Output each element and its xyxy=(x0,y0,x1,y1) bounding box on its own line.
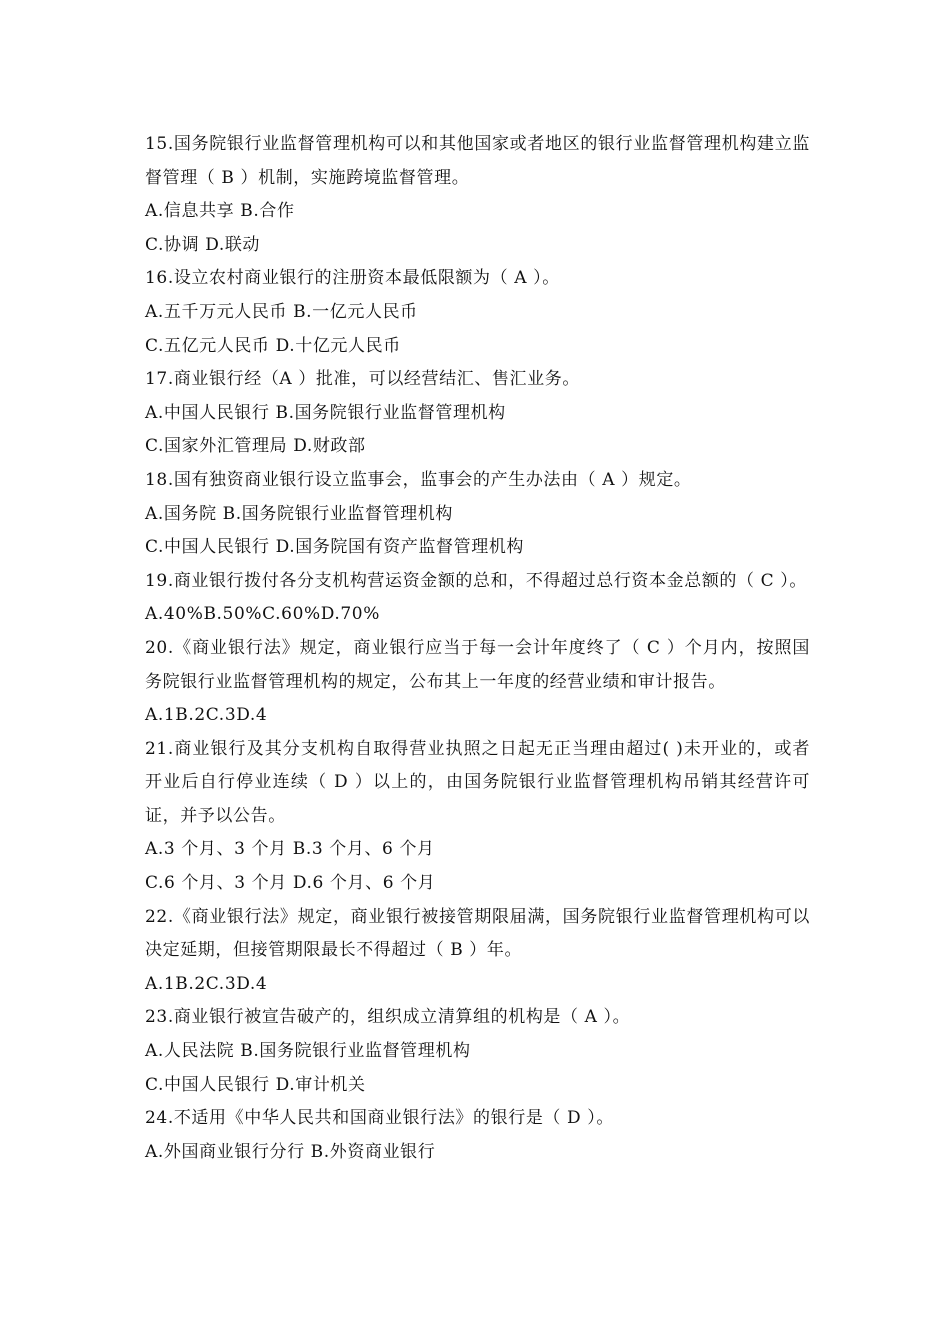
question-23 xyxy=(145,1001,810,1102)
question-text: 15.国务院银行业监督管理机构可以和其他国家或者地区的银行业监督管理机构建立监督管理（ B ）机制，实施跨境监督管理。 xyxy=(145,134,810,188)
question-text: 16.设立农村商业银行的注册资本最低限额为（ A ）。 xyxy=(145,268,560,289)
question-option: A.外国商业银行分行 B.外资商业银行 xyxy=(145,1141,436,1162)
question-19 xyxy=(145,565,810,632)
question-text: 20.《商业银行法》规定，商业银行应当于每一会计年度终了（ C ）个月内，按照国务院银行业监督管理机构的规定，公布其上一年度的经营业绩和审计报告。 xyxy=(145,637,810,692)
question-16 xyxy=(145,262,810,363)
question-22 xyxy=(145,901,810,1002)
question-option: C.6 个月、3 个月 D.6 个月、6 个月 xyxy=(145,873,436,894)
question-option: C.中国人民银行 D.审计机关 xyxy=(145,1074,366,1095)
question-option: C.中国人民银行 D.国务院国有资产监督管理机构 xyxy=(145,537,525,558)
question-21 xyxy=(145,733,810,901)
question-option: A.中国人民银行 B.国务院银行业监督管理机构 xyxy=(145,402,506,423)
question-text: 18.国有独资商业银行设立监事会，监事会的产生办法由（ A ）规定。 xyxy=(145,469,692,490)
question-text: 22.《商业银行法》规定，商业银行被接管期限届满，国务院银行业监督管理机构可以决定延期，但接管期限最长不得超过（ B ）年。 xyxy=(145,906,810,961)
question-text: 17.商业银行经（A ）批准，可以经营结汇、售汇业务。 xyxy=(145,369,580,390)
question-option: A.3 个月、3 个月 B.3 个月、6 个月 xyxy=(145,839,435,860)
question-option: A.五千万元人民币 B.一亿元人民币 xyxy=(145,301,418,322)
question-24 xyxy=(145,1102,810,1169)
question-option: A.40%B.50%C.60%D.70% xyxy=(145,604,380,625)
question-option: A.信息共享 B.合作 xyxy=(145,201,295,222)
question-18 xyxy=(145,464,810,565)
question-option: A.国务院 B.国务院银行业监督管理机构 xyxy=(145,503,453,524)
question-17 xyxy=(145,363,810,464)
question-option: C.协调 D.联动 xyxy=(145,234,261,255)
question-text: 21.商业银行及其分支机构自取得营业执照之日起无正当理由超过( )未开业的，或者开业后自行停业连续（ D ）以上的，由国务院银行业监督管理机构吊销其经营许可证，并予以公告。 xyxy=(145,738,810,826)
question-text: 19.商业银行拨付各分支机构营运资金额的总和，不得超过总行资本金总额的（ C ）。 xyxy=(145,570,807,591)
question-option: C.五亿元人民币 D.十亿元人民币 xyxy=(145,335,401,356)
question-option: A.人民法院 B.国务院银行业监督管理机构 xyxy=(145,1041,471,1062)
question-20 xyxy=(145,632,810,733)
question-text: 23.商业银行被宣告破产的，组织成立清算组的机构是（ A ）。 xyxy=(145,1007,631,1028)
question-text: 24.不适用《中华人民共和国商业银行法》的银行是（ D ）。 xyxy=(145,1108,614,1129)
question-option: A.1B.2C.3D.4 xyxy=(145,973,268,994)
question-option: C.国家外汇管理局 D.财政部 xyxy=(145,436,366,457)
question-15 xyxy=(145,128,810,262)
document-page xyxy=(145,128,810,1169)
question-option: A.1B.2C.3D.4 xyxy=(145,705,268,726)
